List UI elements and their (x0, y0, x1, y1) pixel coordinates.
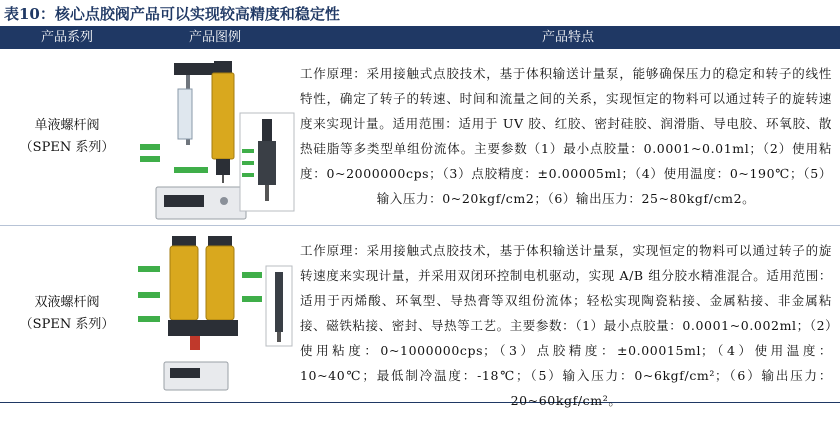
table-header (0, 26, 840, 49)
table-row (0, 226, 840, 408)
label-tag (242, 296, 262, 302)
features-text: 工作原理：采用接触式点胶技术，基于体积输送计量泵，能够确保压力的稳定和转子的线性特性，确定了转子的转速、时间和流量之间的关系，实现恒定的物料可以通过转子的旋转速度来实现计量。适用范围：适用于 UV 胶、红胶、密封硅胶、润滑脂、导电胶、环氧胶、散热硅脂等多类型单组份流体。主要参数（1）最小点胶量：0.0001~0.01ml；（2）使用粘度：0~2000000cps；（3）点胶精度：±0.00005ml；（4）使用温度：0~190℃；（5）输入压力：0~20kgf/cm2；（6）输出压力：25~80kgf/cm2。 (300, 66, 832, 206)
valve-motor (214, 61, 232, 73)
product-table (0, 26, 840, 408)
label-tag (140, 144, 160, 150)
valve-body (212, 73, 234, 159)
table-row (0, 49, 840, 226)
controller-knob-icon (220, 197, 228, 205)
label-tag (138, 292, 160, 298)
label-tag (138, 266, 160, 272)
label-tag (140, 156, 160, 162)
inset-needle (265, 185, 269, 201)
valve-cap (208, 236, 232, 246)
series-code: （SPEN 系列） (19, 140, 115, 155)
mixer (190, 336, 200, 350)
label-tag (242, 149, 254, 153)
series-cell (0, 49, 134, 225)
series-name: 双液螺杆阀 (34, 295, 100, 310)
table-title: 表10：核心点胶阀产品可以实现较高精度和稳定性 (4, 5, 340, 23)
single-valve-illustration (134, 49, 296, 225)
header-image: 产品图例 (188, 30, 241, 45)
syringe (178, 89, 192, 139)
header-features: 产品特点 (541, 30, 594, 45)
controller-screen (164, 195, 204, 207)
mixing-block (168, 320, 238, 336)
label-tag (242, 173, 254, 177)
features-text: 工作原理：采用接触式点胶技术，基于体积输送计量泵，实现恒定的物料可以通过转子的旋转速度来实现计量，并采用双闭环控制电机驱动，实现 A/B 组分胶水精准混合。适用范围：适用于丙烯酸、环氧型、导热膏等双组份流体；轻松实现陶瓷粘接、金属粘接、非金属粘接、磁铁粘接、密封、导热等工艺。主要参数：（1）最小点胶量：0.0001~0.002ml；（2）使用粘度：0~1000000cps；（3）点胶精度：±0.00015ml；（4）使用温度：10~40℃；最低制冷温度：-18℃；（5）输入压力：0~6kgf/cm²；（6）输出压力：20~60kgf/cm²。 (300, 243, 832, 408)
valve-cylinder-b (206, 246, 234, 320)
dual-valve-illustration (134, 226, 296, 402)
valve-cylinder-a (170, 246, 198, 320)
inset-needle (277, 332, 281, 342)
inset-screw-head (262, 119, 272, 141)
product-image-dual-valve (134, 226, 296, 402)
series-name: 单液螺杆阀 (34, 118, 100, 133)
series-cell (0, 226, 134, 402)
needle (222, 175, 224, 183)
series-code: （SPEN 系列） (19, 317, 115, 332)
product-image-single-valve (134, 49, 296, 225)
label-tag (242, 161, 254, 165)
label-tag (138, 316, 160, 322)
inset-screw (275, 272, 283, 332)
valve-nozzle-block (216, 159, 230, 175)
bracket (174, 63, 214, 75)
header-series: 产品系列 (40, 30, 93, 45)
valve-cap (172, 236, 196, 246)
label-tag (242, 272, 262, 278)
controller-screen (170, 368, 200, 378)
label-tag (174, 167, 208, 173)
inset-screw (258, 141, 276, 185)
